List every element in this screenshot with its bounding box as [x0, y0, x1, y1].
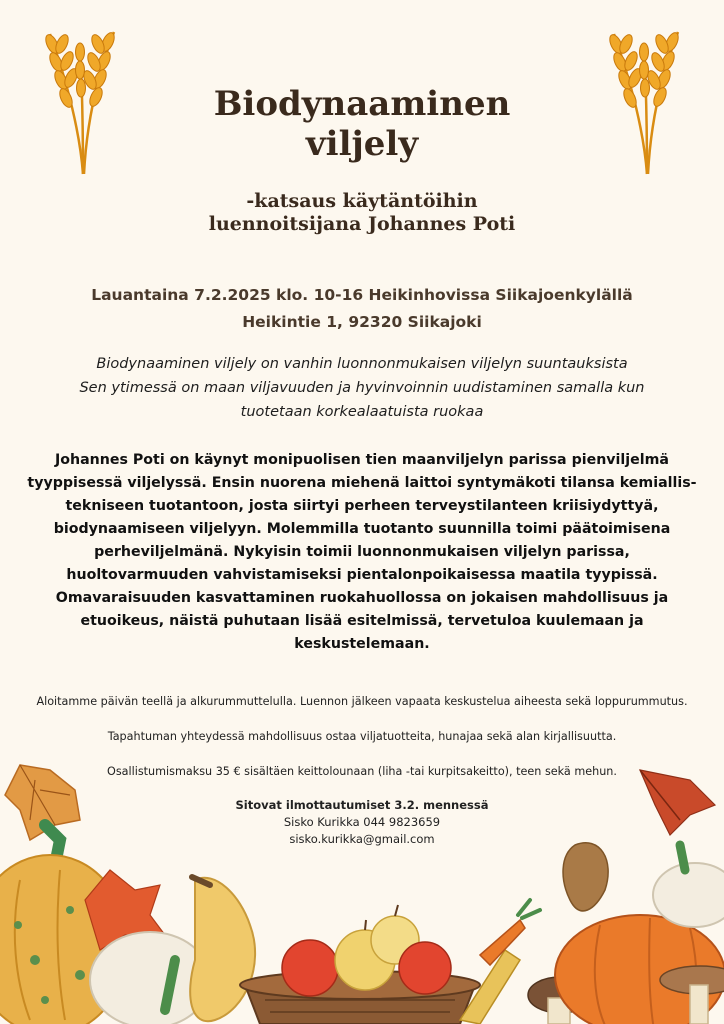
contact-name-phone: Sisko Kurikka 044 9823659 [283, 815, 441, 829]
subtitle-line-2: luennoitsijana Johannes Poti [208, 213, 516, 235]
intro-line: Sen ytimessä on maan viljavuuden ja hyvinvoinnin uudistaminen samalla kun [79, 380, 645, 396]
subtitle-line-1: -katsaus käytäntöihin [246, 190, 478, 212]
page-title [0, 84, 724, 164]
title-line-1: Biodynaaminen [213, 84, 511, 124]
intro-line: tuotetaan korkealaatuista ruokaa [240, 404, 484, 420]
lecturer-bio [22, 449, 702, 656]
bio-line: perheviljelmänä. Nykyisin toimii luonnonmukaisen viljelyn parissa, [94, 544, 630, 560]
bio-line: tyyppisessä viljelyssä. Ensin nuorena miehenä laittoi syntymäkoti tilansa kemiallis- [27, 475, 697, 491]
schedule-note: Aloitamme päivän teellä ja alkurummuttelulla. Luennon jälkeen vapaata keskustelua aiheesta sekä loppurummutus. [36, 695, 688, 708]
bio-line: biodynaamiseen viljelyyn. Molemmilla tuotanto suunnilla toimi päätoimisena [53, 521, 671, 537]
registration-contact [0, 797, 724, 848]
bio-line: huoltovarmuuden vahvistamiseksi pientalonpoikaisessa maatila tyypissä. [66, 567, 658, 583]
fee-note: Osallistumismaksu 35 € sisältäen keittolounaan (liha -tai kurpitsakeitto), teen sekä mehun. [107, 765, 617, 778]
contact-email[interactable]: sisko.kurikka@gmail.com [289, 832, 435, 846]
page-subtitle [0, 190, 724, 236]
autumn-harvest-illustration [0, 750, 724, 1024]
registration-deadline: Sitovat ilmottautumiset 3.2. mennessä [235, 798, 489, 812]
bio-line: Omavaraisuuden kasvattaminen ruokahuollossa on jokaisen mahdollisuus ja [55, 590, 669, 606]
bio-line: etuoikeus, näistä puhutaan lisää esitelmissä, tervetuloa kuulemaan ja [80, 613, 644, 629]
title-line-2: viljely [305, 124, 419, 164]
bio-line: Johannes Poti on käynyt monipuolisen tien maanviljelyn parissa pienviljelmä [54, 452, 669, 468]
event-address: Heikintie 1, 92320 Siikajoki [242, 313, 482, 331]
intro-text [60, 352, 664, 424]
intro-line: Biodynaaminen viljely on vanhin luonnonmukaisen viljelyn suuntauksista [96, 356, 628, 372]
event-info [0, 282, 724, 336]
event-date-location: Lauantaina 7.2.2025 klo. 10-16 Heikinhovissa Siikajoenkylällä [91, 286, 633, 304]
sales-note: Tapahtuman yhteydessä mahdollisuus ostaa viljatuotteita, hunajaa sekä alan kirjallisuutta. [107, 730, 617, 743]
bio-line: keskustelemaan. [294, 636, 430, 652]
bio-line: tekniseen tuotantoon, josta siirtyi perheen terveystilanteen kriisiydyttyä, [65, 498, 659, 514]
